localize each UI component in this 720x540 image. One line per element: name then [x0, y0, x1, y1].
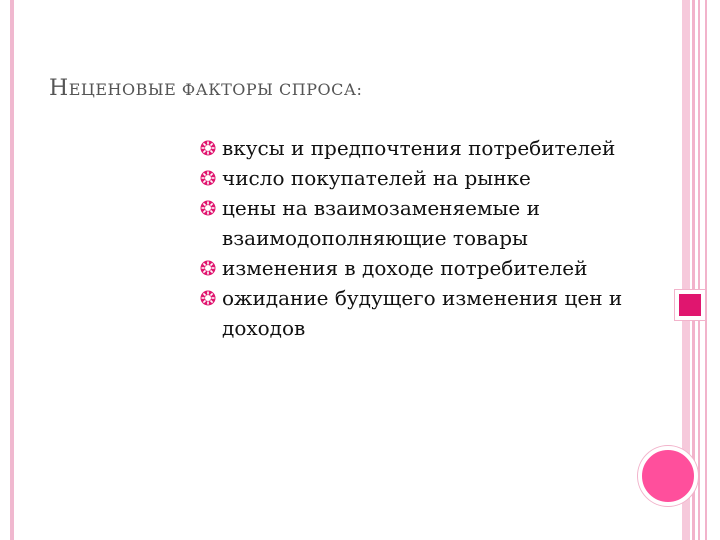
right-decor-line [705, 0, 707, 540]
slide-title [49, 76, 362, 101]
bullet-text: изменения в доходе потребителей [222, 256, 588, 280]
flower-bullet-icon [200, 140, 216, 156]
flower-bullet-icon [200, 170, 216, 186]
bullet-text: цены на взаимозаменяемые и взаимодополняющие товары [222, 196, 540, 250]
bullet-item [200, 283, 670, 343]
bullet-item [200, 193, 670, 253]
slide-title-rest: ЕЦЕНОВЫЕ ФАКТОРЫ СПРОСА: [68, 80, 363, 99]
right-decor-line [698, 0, 700, 540]
slide-title-first-letter: Н [49, 76, 69, 101]
bullet-list [200, 133, 670, 343]
bullet-text: ожидание будущего изменения цен и доходов [222, 286, 623, 340]
flower-bullet-icon [200, 290, 216, 306]
pink-square-ornament [675, 290, 705, 320]
bullet-item [200, 163, 670, 193]
pink-circle-ornament [638, 446, 698, 506]
left-decor-line [10, 0, 14, 540]
bullet-text: вкусы и предпочтения потребителей [222, 136, 616, 160]
bullet-text: число покупателей на рынке [222, 166, 531, 190]
flower-bullet-icon [200, 260, 216, 276]
bullet-item [200, 133, 670, 163]
flower-bullet-icon [200, 200, 216, 216]
bullet-item [200, 253, 670, 283]
